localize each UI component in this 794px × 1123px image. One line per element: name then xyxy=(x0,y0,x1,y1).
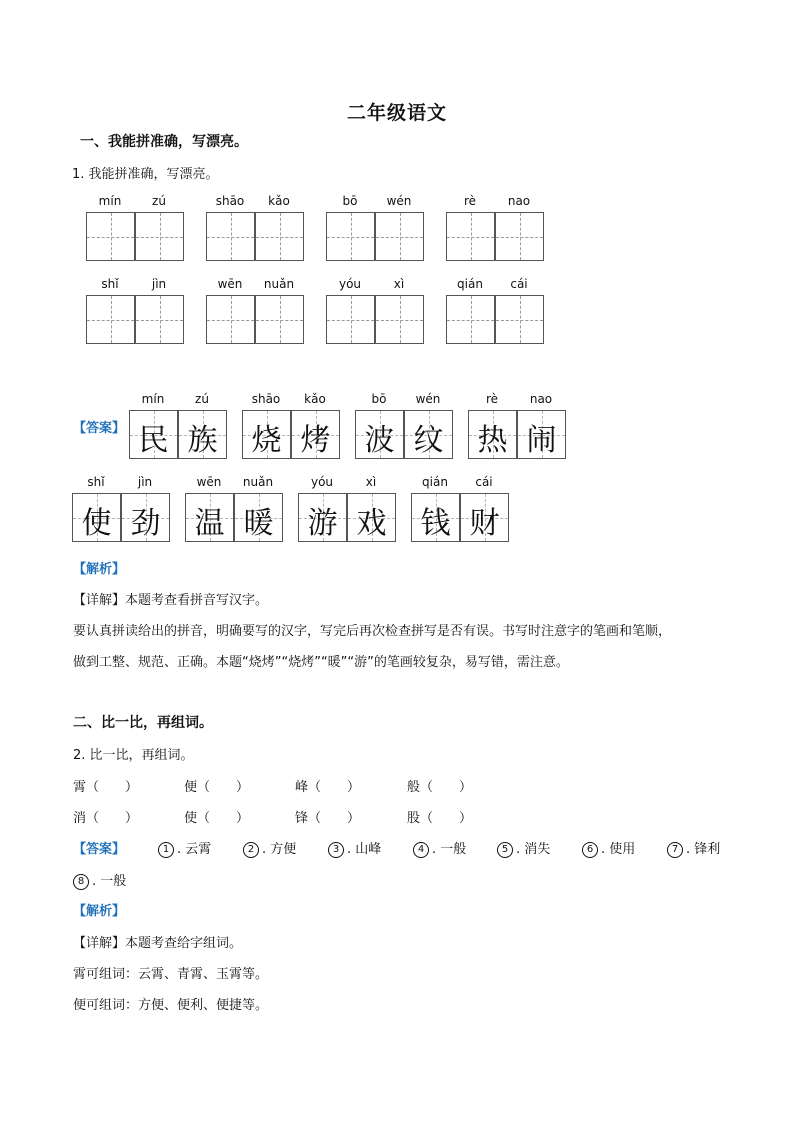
answer-word: 消失 xyxy=(524,842,551,857)
pinyin-label: yóu xyxy=(338,277,362,291)
pinyin-label: wén xyxy=(386,194,412,208)
answer-character-box xyxy=(178,410,227,459)
answer-character-box xyxy=(411,493,460,542)
answer-pinyin: jìn xyxy=(137,475,153,489)
pinyin-label: zú xyxy=(152,194,166,208)
detail-text: 本题考查给字组词。 xyxy=(125,936,243,951)
separator: . xyxy=(516,842,525,857)
answer-character-box xyxy=(517,410,566,459)
question-2: 2. 比一比，再组词。 xyxy=(73,748,194,763)
answer-word: 方便 xyxy=(270,842,297,857)
answer-item xyxy=(158,838,211,858)
answer-character: 烤 xyxy=(300,423,331,458)
answer-character: 财 xyxy=(469,506,500,541)
compare-row-1-item: 峰（ ） xyxy=(295,780,361,795)
answer-pinyin: mín xyxy=(141,392,165,406)
pinyin-label: jìn xyxy=(151,277,167,291)
answer-pinyin: wēn xyxy=(196,475,222,489)
answer-character: 使 xyxy=(81,506,112,541)
circled-number: 5 xyxy=(497,842,513,858)
detail-text: 本题考查看拼音写汉字。 xyxy=(125,593,269,608)
pinyin-label: cái xyxy=(510,277,528,291)
answer-character: 游 xyxy=(307,506,338,541)
pinyin-label: rè xyxy=(463,194,477,208)
answer-character: 族 xyxy=(187,423,218,458)
pinyin-label: bō xyxy=(342,194,358,208)
answer-item xyxy=(328,838,381,858)
answer-character-box xyxy=(460,493,509,542)
answer-character-box xyxy=(404,410,453,459)
answer-character-box xyxy=(129,410,178,459)
writing-box[interactable] xyxy=(495,212,544,261)
analysis-line: 霄可组词：云霄、青霄、玉霄等。 xyxy=(73,967,269,982)
writing-box[interactable] xyxy=(255,295,304,344)
answer-item xyxy=(243,838,296,858)
answer-character: 波 xyxy=(364,423,395,458)
writing-box[interactable] xyxy=(135,212,184,261)
answer-pinyin: cái xyxy=(475,475,493,489)
pinyin-label: shǐ xyxy=(101,277,119,291)
answer-character-box xyxy=(298,493,347,542)
section2-heading: 二、比一比，再组词。 xyxy=(73,715,213,731)
analysis-line: 便可组词：方便、便利、便捷等。 xyxy=(73,998,269,1013)
answer-character: 闹 xyxy=(526,423,557,458)
answer-pinyin: wén xyxy=(415,392,441,406)
separator: . xyxy=(686,842,695,857)
answer-label-2: 【答案】 xyxy=(73,842,126,857)
answer-character: 民 xyxy=(138,423,169,458)
writing-box[interactable] xyxy=(86,212,135,261)
circled-number: 2 xyxy=(243,842,259,858)
circled-number: 4 xyxy=(413,842,429,858)
answer-character-box xyxy=(121,493,170,542)
writing-box[interactable] xyxy=(495,295,544,344)
answer-character: 热 xyxy=(477,423,508,458)
analysis-paragraph-1: 要认真拼读给出的拼音，明确要写的汉字，写完后再次检查拼写是否有误。书写时注意字的笔画和笔顺， xyxy=(73,624,672,639)
pinyin-label: nuǎn xyxy=(263,277,295,291)
answer-pinyin: xì xyxy=(365,475,377,489)
separator: . xyxy=(262,842,271,857)
circled-number: 8 xyxy=(73,874,89,890)
compare-row-2-item: 股（ ） xyxy=(407,811,473,826)
answer-pinyin: rè xyxy=(485,392,499,406)
separator: . xyxy=(432,842,441,857)
answer-word: 山峰 xyxy=(355,842,382,857)
answer-pinyin: zú xyxy=(195,392,209,406)
answer-character: 纹 xyxy=(413,423,444,458)
pinyin-label: qián xyxy=(457,277,483,291)
circled-number: 6 xyxy=(582,842,598,858)
answer-character: 温 xyxy=(194,506,225,541)
pinyin-label: wēn xyxy=(217,277,243,291)
answer-character: 烧 xyxy=(251,423,282,458)
answer-character-box xyxy=(468,410,517,459)
answer-character-box xyxy=(72,493,121,542)
writing-box[interactable] xyxy=(206,212,255,261)
writing-box[interactable] xyxy=(255,212,304,261)
answer-character: 戏 xyxy=(356,506,387,541)
separator: . xyxy=(177,842,186,857)
question-1: 1. 我能拼准确，写漂亮。 xyxy=(72,167,219,182)
circled-number: 1 xyxy=(158,842,174,858)
compare-row-2-item: 使（ ） xyxy=(184,811,250,826)
pinyin-label: xì xyxy=(393,277,405,291)
writing-box[interactable] xyxy=(206,295,255,344)
separator: . xyxy=(92,874,101,889)
answer-word: 使用 xyxy=(609,842,636,857)
answer-pinyin: nao xyxy=(529,392,553,406)
compare-row-2-item: 锋（ ） xyxy=(295,811,361,826)
detail-label: 【详解】 xyxy=(73,593,126,608)
detail-line-1 xyxy=(73,589,268,608)
answer-pinyin: shǐ xyxy=(87,475,105,489)
answer-character-box xyxy=(291,410,340,459)
compare-row-1-item: 便（ ） xyxy=(184,780,250,795)
pinyin-label: kǎo xyxy=(268,194,290,208)
answer-word: 一般 xyxy=(100,874,127,889)
answer-character: 钱 xyxy=(420,506,451,541)
answer-character-box xyxy=(185,493,234,542)
answer-character: 劲 xyxy=(130,506,161,541)
answer-character-box xyxy=(234,493,283,542)
pinyin-label: mín xyxy=(98,194,122,208)
answer-item xyxy=(667,838,720,858)
page-title: 二年级语文 xyxy=(346,102,447,124)
writing-box[interactable] xyxy=(326,295,375,344)
detail-label: 【详解】 xyxy=(73,936,126,951)
answer-pinyin: shāo xyxy=(251,392,281,406)
separator: . xyxy=(347,842,356,857)
answer-pinyin: kǎo xyxy=(304,392,326,406)
pinyin-label: shāo xyxy=(215,194,245,208)
answer-item xyxy=(73,870,126,890)
writing-box[interactable] xyxy=(326,212,375,261)
writing-box[interactable] xyxy=(86,295,135,344)
detail-line-2 xyxy=(73,932,242,951)
answer-pinyin: bō xyxy=(371,392,387,406)
compare-row-1-item: 霄（ ） xyxy=(73,780,139,795)
answer-character-box xyxy=(242,410,291,459)
compare-row-1-item: 般（ ） xyxy=(407,780,473,795)
answer-word: 一般 xyxy=(440,842,467,857)
analysis-paragraph-2: 做到工整、规范、正确。本题“烧烤”“烧烤”“暖”“游”的笔画较复杂，易写错，需注意。 xyxy=(73,655,569,670)
pinyin-label: nao xyxy=(507,194,531,208)
circled-number: 7 xyxy=(667,842,683,858)
answer-item xyxy=(582,838,635,858)
answer-item xyxy=(497,838,550,858)
writing-box[interactable] xyxy=(375,295,424,344)
answer-pinyin: qián xyxy=(422,475,448,489)
answer-character-box xyxy=(355,410,404,459)
answer-item xyxy=(413,838,466,858)
writing-box[interactable] xyxy=(446,295,495,344)
answer-pinyin: yóu xyxy=(310,475,334,489)
analysis-label-1: 【解析】 xyxy=(73,562,126,577)
answer-word: 锋利 xyxy=(694,842,721,857)
writing-box[interactable] xyxy=(446,212,495,261)
answer-word: 云霄 xyxy=(185,842,212,857)
compare-row-2-item: 消（ ） xyxy=(73,811,139,826)
separator: . xyxy=(601,842,610,857)
analysis-label-2: 【解析】 xyxy=(73,904,126,919)
answer-pinyin: nuǎn xyxy=(242,475,274,489)
circled-number: 3 xyxy=(328,842,344,858)
answer-character: 暖 xyxy=(243,506,274,541)
answer-character-box xyxy=(347,493,396,542)
answer-label-1: 【答案】 xyxy=(73,421,126,436)
writing-box[interactable] xyxy=(375,212,424,261)
writing-box[interactable] xyxy=(135,295,184,344)
section1-heading: 一、我能拼准确，写漂亮。 xyxy=(80,134,248,150)
